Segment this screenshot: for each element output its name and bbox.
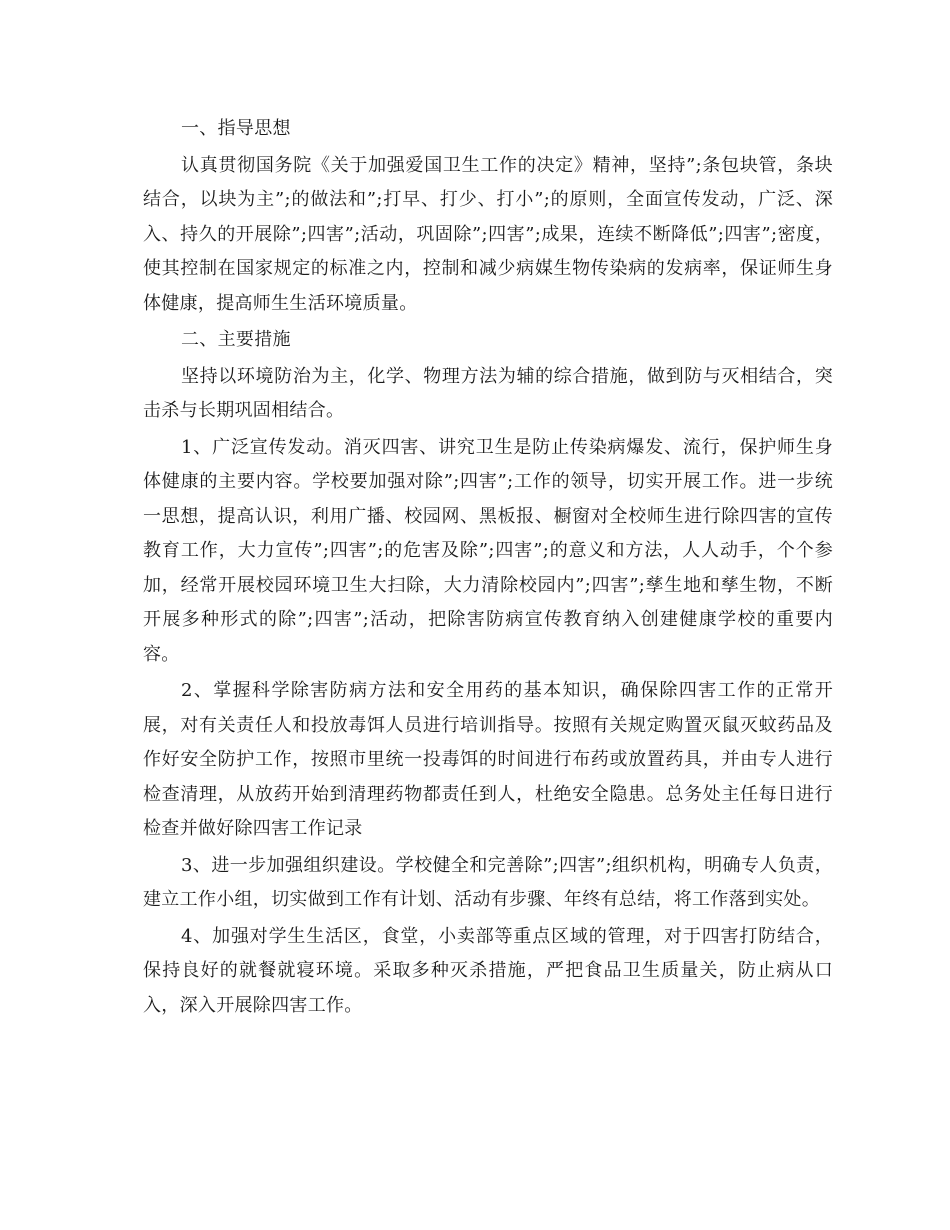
paragraph-guiding-ideology: 认真贯彻国务院《关于加强爱国卫生工作的决定》精神，坚持”;条包块管，条块结合，以块为主”;的做法和”;打早、打少、打小”;的原则，全面宣传发动，广泛、深入、持久的开展除”;四害”;活动，巩固除”;四害”;成果，连续不断降低”;四害”;密度，使其控制在国家规定的标准之内，控制和减少病媒生物传染病的发病率，保证师生身体健康，提高师生生活环境质量。 [143, 154, 833, 314]
section-heading-main-measures: 二、主要措施 [181, 329, 291, 350]
paragraph-measure-3: 3、进一步加强组织建设。学校健全和完善除”;四害”;组织机构，明确专人负责，建立工作小组，切实做到工作有计划、活动有步骤、年终有总结，将工作落到实处。 [143, 854, 833, 910]
paragraph-measure-1: 1、广泛宣传发动。消灭四害、讲究卫生是防止传染病爆发、流行，保护师生身体健康的主要内容。学校要加强对除”;四害”;工作的领导，切实开展工作。进一步统一思想，提高认识，利用广播、校园网、黑板报、橱窗对全校师生进行除四害的宣传教育工作，大力宣传”;四害”;的危害及除”;四害”;的意义和方法，人人动手，个个参加，经常开展校园环境卫生大扫除，大力清除校园内”;四害”;孳生地和孳生物，不断开展多种形式的除”;四害”;活动，把除害防病宣传教育纳入创建健康学校的重要内容。 [143, 436, 833, 665]
document-body [143, 112, 833, 1025]
section-heading-guiding-ideology: 一、指导思想 [181, 118, 291, 139]
paragraph-main-measures-intro: 坚持以环境防治为主，化学、物理方法为辅的综合措施，做到防与灭相结合，突击杀与长期巩固相结合。 [143, 365, 833, 421]
paragraph-measure-4: 4、加强对学生生活区，食堂，小卖部等重点区域的管理，对于四害打防结合，保持良好的就餐就寝环境。采取多种灭杀措施，严把食品卫生质量关，防止病从口入，深入开展除四害工作。 [143, 925, 833, 1016]
paragraph-measure-2: 2、掌握科学除害防病方法和安全用药的基本知识，确保除四害工作的正常开展，对有关责任人和投放毒饵人员进行培训指导。按照有关规定购置灭鼠灭蚊药品及作好安全防护工作，按照市里统一投毒饵的时间进行布药或放置药具，并由专人进行检查清理，从放药开始到清理药物都责任到人，杜绝安全隐患。总务处主任每日进行检查并做好除四害工作记录 [143, 680, 833, 839]
